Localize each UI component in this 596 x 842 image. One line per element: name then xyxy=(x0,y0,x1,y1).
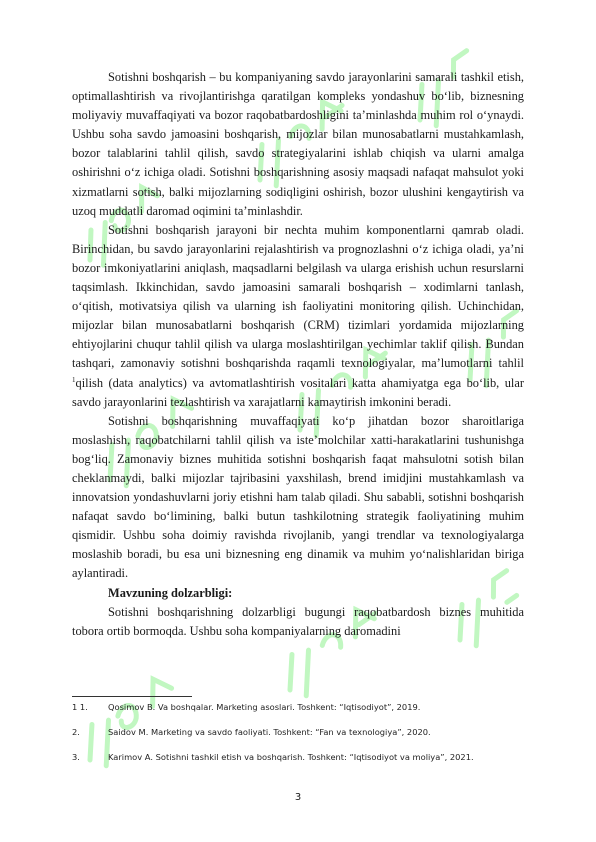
footnote-number: 2. xyxy=(72,727,80,737)
page-number: 3 xyxy=(294,792,302,803)
footnote-text: Qosimov B. Va boshqalar. Marketing asoslari. Toshkent: “Iqtisodiyot”, 2019. xyxy=(108,702,421,712)
footnote-item xyxy=(72,700,524,725)
footnote-separator xyxy=(72,696,192,697)
footnote-ref-1[interactable]: 1 xyxy=(72,375,76,384)
paragraph-2 xyxy=(72,221,524,412)
footnote-text: Saidov M. Marketing va savdo faoliyati. Toshkent: “Fan va texnologiya”, 2020. xyxy=(108,727,431,737)
footnote-text: Karimov A. Sotishni tashkil etish va boshqarish. Toshkent: “Iqtisodiyot va moliya”, 2021. xyxy=(108,752,474,762)
paragraph-4: Sotishni boshqarishning dolzarbligi bugungi raqobatbardosh biznes muhitida tobora ortib bormoqda. Ushbu soha kompaniyalarning daromadini xyxy=(72,604,524,638)
footnote-number: 3. xyxy=(72,752,80,762)
footnote-item xyxy=(72,725,524,750)
footnote-item xyxy=(72,750,524,775)
paragraph-2-part-b: qilish (data analytics) va avtomatlashtirish vositalari katta ahamiyatga ega bo‘lib, ular savdo jarayonlarini tezlashtirish va xarajatlarni kamaytirish imkonini beradi. xyxy=(72,375,524,409)
paragraph-3: Sotishni boshqarishning muvaffaqiyati ko‘p jihatdan bozor sharoitlariga moslashish, raqobatchilarni tahlil qilish va iste’molchilar xatti-harakatlarini tushunishga bog‘liq. Zamonaviy biznes muhitida sotishni boshqarish faqat mahsulotni sotish bilan cheklanmaydi, balki mijozlar tajribasini yaxshilash, brend imidjini mustahkamlash va innovatsion yondashuvlarni joriy etishni ham talab qiladi. Shu sababli, sotishni boshqarish nafaqat savdo bo‘limining, balki butun tashkilotning strategik faoliyatining muhim qismidir. Ushbu soha doimiy ravishda rivojlanib, yangi trendlar va texnologiyalarga moslashib boradi, bu esa uni biznesning eng dinamik va muhim yo‘nalishlaridan biriga aylantiradi. xyxy=(72,413,524,581)
paragraph-1: Sotishni boshqarish – bu kompaniyaning savdo jarayonlarini samarali tashkil etish, optimallashtirish va rivojlantirishga qaratilgan kompleks yondashuv bo‘lib, biznesning moliyaviy muvaffaqiyati va bozor raqobatbardoshligini ta’minlashda muhim rol o‘ynaydi. Ushbu soha savdo jamoasini boshqarish, mijozlar bilan munosabatlarni mustahkamlash, bozor talablarini tahlil qilish, savdo strategiyalarini ishlab chiqish va ularni amalga oshirishni o‘z ichiga oladi. Sotishni boshqarishning asosiy maqsadi nafaqat mahsulot yoki xizmatlarni sotish, balki mijozlarning sodiqligini oshirish, bozor ulushini kengaytirish va uzoq muddatli daromad oqimini ta’minlashdir. xyxy=(72,70,524,218)
paragraph-2-part-a: Sotishni boshqarish jarayoni bir nechta muhim komponentlarni qamrab oladi. Birinchidan, bu savdo jarayonlarini rejalashtirish va prognozlashni o‘z ichiga oladi, ya’ni bozor imkoniyatlarini aniqlash, maqsadlarni belgilash va ularga erishish uchun resurslarni taqsimlash. Ikkinchidan, savdo jamoasini samarali boshqarish – xodimlarni tanlash, o‘qitish, motivatsiya qilish va ularning ish faoliyatini monitoring qilish. Uchinchidan, mijozlar bilan munosabatlarni boshqarish (CRM) tizimlari yordamida mijozlarning ehtiyojlarini chuqur tahlil qilish va ularga moslashtirilgan yechimlar taklif qilish. Bundan tashqari, zamonaviy sotishni boshqarishda raqamli texnologiyalar, ma’lumotlarni tahlil xyxy=(72,222,524,371)
footnotes xyxy=(72,700,524,775)
section-heading: Mavzuning dolzarbligi: xyxy=(108,585,233,600)
footnote-number: 1 1. xyxy=(72,702,88,712)
document-body xyxy=(72,68,524,641)
